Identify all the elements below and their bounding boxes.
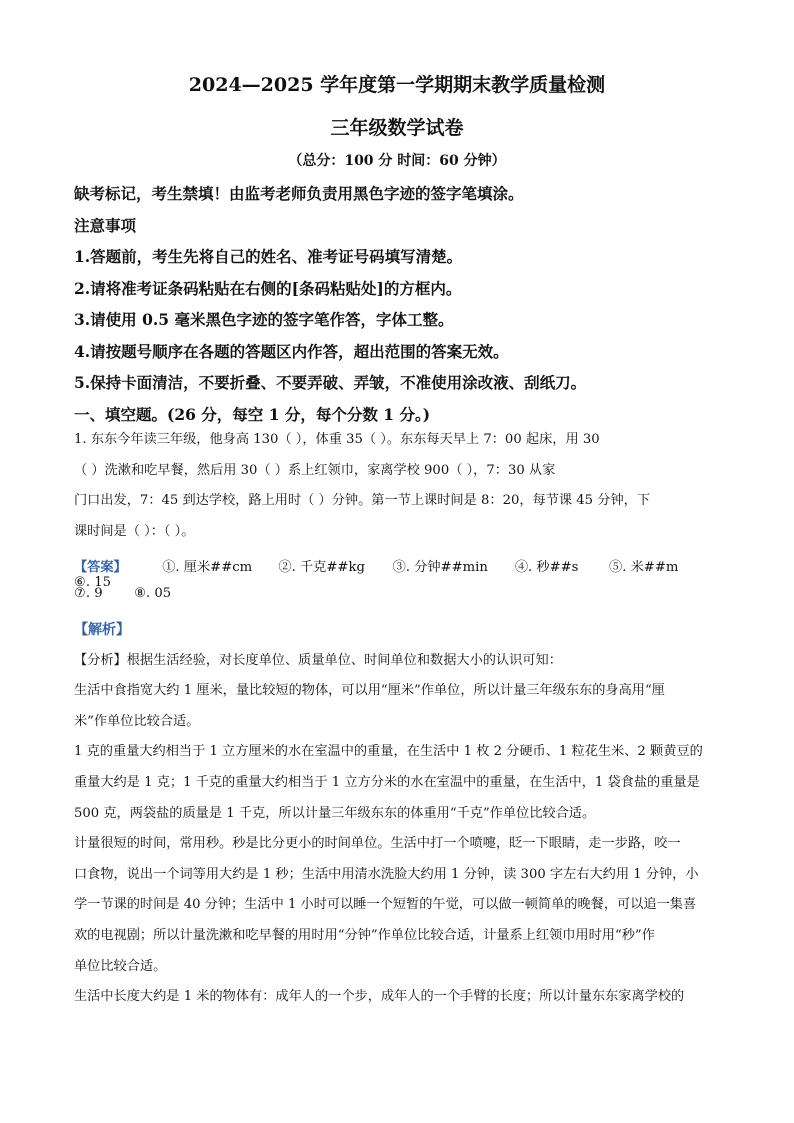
question-1: [74, 425, 734, 547]
question-line: 门口出发，7：45 到达学校，路上用时（ ）分钟。第一节上课时间是 8：20，每节课 45 分钟，下: [74, 493, 651, 509]
question-line: 1. 东东今年读三年级，他身高 130（ ），体重 35（ ）。东东每天早上 7：00 起床，用 30: [74, 432, 600, 447]
analysis-line: 米”作单位比较合适。: [74, 713, 200, 729]
analysis-line: 500 克，两袋盐的质量是 1 千克，所以计量三年级东东的体重用“千克”作单位比较合适。: [74, 805, 596, 821]
note-item: 2.请将准考证条码粘贴在右侧的[条码粘贴处]的方框内。: [74, 278, 462, 298]
notes-heading: 注意事项: [74, 215, 137, 235]
analysis-line: 计量很短的时间，常用秒。秒是比分更小的时间单位。生活中打一个喷嚏，眨一下眼睛，走一步路，咬一: [74, 836, 681, 852]
exam-subtitle: 三年级数学试卷: [330, 117, 464, 139]
instructions: [74, 178, 724, 430]
absence-warning: 缺考标记，考生禁填！由监考老师负责用黑色字迹的签字笔填涂。: [74, 184, 524, 203]
answer-row-1: [74, 556, 734, 590]
answer-item: ⑤. 米##m: [609, 560, 679, 575]
analysis-label: 【解析】: [74, 622, 130, 638]
answer-label: 【答案】: [74, 560, 127, 575]
analysis-line: 【分析】根据生活经验，对长度单位、质量单位、时间单位和数据大小的认识可知：: [74, 652, 562, 668]
answer-item: ⑦. 9: [74, 586, 103, 601]
analysis-line: 欢的电视剧；所以计量洗漱和吃早餐的用时用“分钟”作单位比较合适，计量系上红领巾用时用“秒”作: [74, 927, 655, 943]
exam-title: 2024—2025 学年度第一学期期末教学质量检测: [188, 74, 606, 96]
analysis-line: 口食物，说出一个词等用大约是 1 秒；生活中用清水洗脸大约用 1 分钟，读 300 字左右大约用 1 分钟，小: [74, 866, 699, 882]
note-item: 3.请使用 0.5 毫米黑色字迹的签字笔作答，字体工整。: [74, 310, 454, 329]
answer-item: ⑥. 15: [74, 575, 111, 590]
exam-meta: （总分：100 分 时间：60 分钟）: [288, 153, 506, 169]
analysis-line: 1 克的重量大约相当于 1 立方厘米的水在室温中的重量，在生活中 1 枚 2 分硬币、1 粒花生米、2 颗黄豆的: [74, 744, 703, 760]
section-heading: 一、填空题。(26 分，每空 1 分，每个分数 1 分。): [74, 404, 431, 424]
answer-row-2: [74, 586, 734, 601]
answer-item: ③. 分钟##min: [392, 560, 488, 575]
answer-item: ⑧. 05: [134, 586, 172, 601]
answer-item: ①. 厘米##cm: [162, 560, 253, 575]
answer-item: ④. 秒##s: [514, 560, 579, 575]
note-item: 4.请按题号顺序在各题的答题区内作答，超出范围的答案无效。: [74, 341, 509, 361]
analysis-line: 单位比较合适。: [74, 958, 167, 974]
question-line: （ ）洗漱和吃早餐，然后用 30（ ）系上红领巾，家离学校 900（ ），7：30 从家: [74, 462, 556, 478]
analysis-line: 生活中长度大约是 1 米的物体有：成年人的一个步，成年人的一个手臂的长度；所以计量东东家离学校的: [74, 989, 685, 1005]
question-line: 课时间是（ ）：（ ）。: [74, 523, 195, 539]
analysis: [74, 615, 734, 1013]
note-item: 1.答题前，考生先将自己的姓名、准考证号码填写清楚。: [74, 247, 463, 266]
analysis-line: 生活中食指宽大约 1 厘米，量比较短的物体，可以用“厘米”作单位，所以计量三年级东东的身高用“厘: [74, 683, 665, 699]
analysis-line: 重量大约是 1 克；1 千克的重量大约相当于 1 立方分米的水在室温中的重量，在生活中，1 袋食盐的重量是: [74, 774, 700, 790]
note-item: 5.保持卡面清洁，不要折叠、不要弄破、弄皱，不准使用涂改液、刮纸刀。: [74, 373, 587, 392]
analysis-line: 学一节课的时间是 40 分钟；生活中 1 小时可以睡一个短暂的午觉，可以做一顿简单的晚餐，可以追一集喜: [74, 897, 697, 913]
answer-item: ②. 千克##kg: [278, 560, 365, 575]
